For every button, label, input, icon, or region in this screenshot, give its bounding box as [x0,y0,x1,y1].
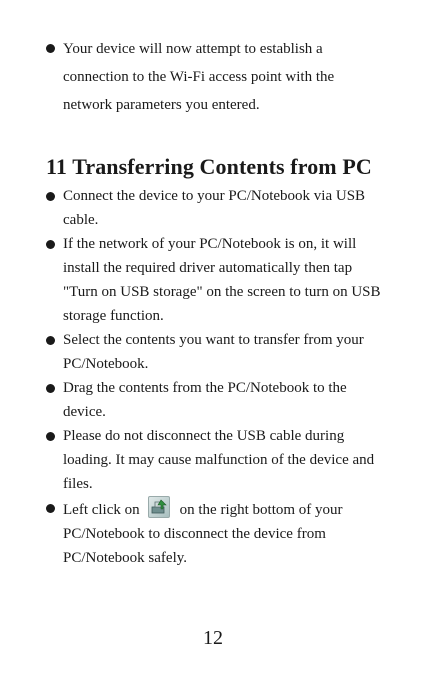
step-text: If the network of your PC/Notebook is on, it will install the required driver automatically then tap "Turn on USB storage" on the screen to turn on USB storage function. [63,236,381,324]
step-text-before-icon: Left click on [63,502,140,518]
list-item [0,184,385,232]
list-item [0,35,383,119]
bullet-icon [46,44,55,53]
bullet-icon [46,336,55,345]
bullet-icon [46,192,55,201]
steps-bullet-list [0,184,426,570]
bullet-icon [46,432,55,441]
step-text: Connect the device to your PC/Notebook via USB cable. [63,188,366,228]
step-text: Select the contents you want to transfer from your PC/Notebook. [63,332,364,372]
step-text: Please do not disconnect the USB cable during loading. It may cause malfunction of the device and files. [63,428,375,492]
list-item [0,328,385,376]
step-text-after-icon: on the right bottom of your PC/Notebook to disconnect the device from PC/Notebook safely. [63,502,343,566]
usb-safely-remove-icon [148,496,170,518]
list-item [0,496,385,570]
bullet-icon [46,384,55,393]
list-item [0,424,385,496]
section-heading: 11 Transferring Contents from PC [46,154,372,179]
list-item [0,232,385,328]
bullet-icon [46,240,55,249]
intro-bullet-list [0,35,426,119]
step-text: Drag the contents from the PC/Notebook to the device. [63,380,347,420]
intro-bullet-text: Your device will now attempt to establish a connection to the Wi-Fi access point with the network parameters you entered. [63,41,335,113]
page-number: 12 [203,627,223,649]
bullet-icon [46,504,55,513]
list-item [0,376,385,424]
